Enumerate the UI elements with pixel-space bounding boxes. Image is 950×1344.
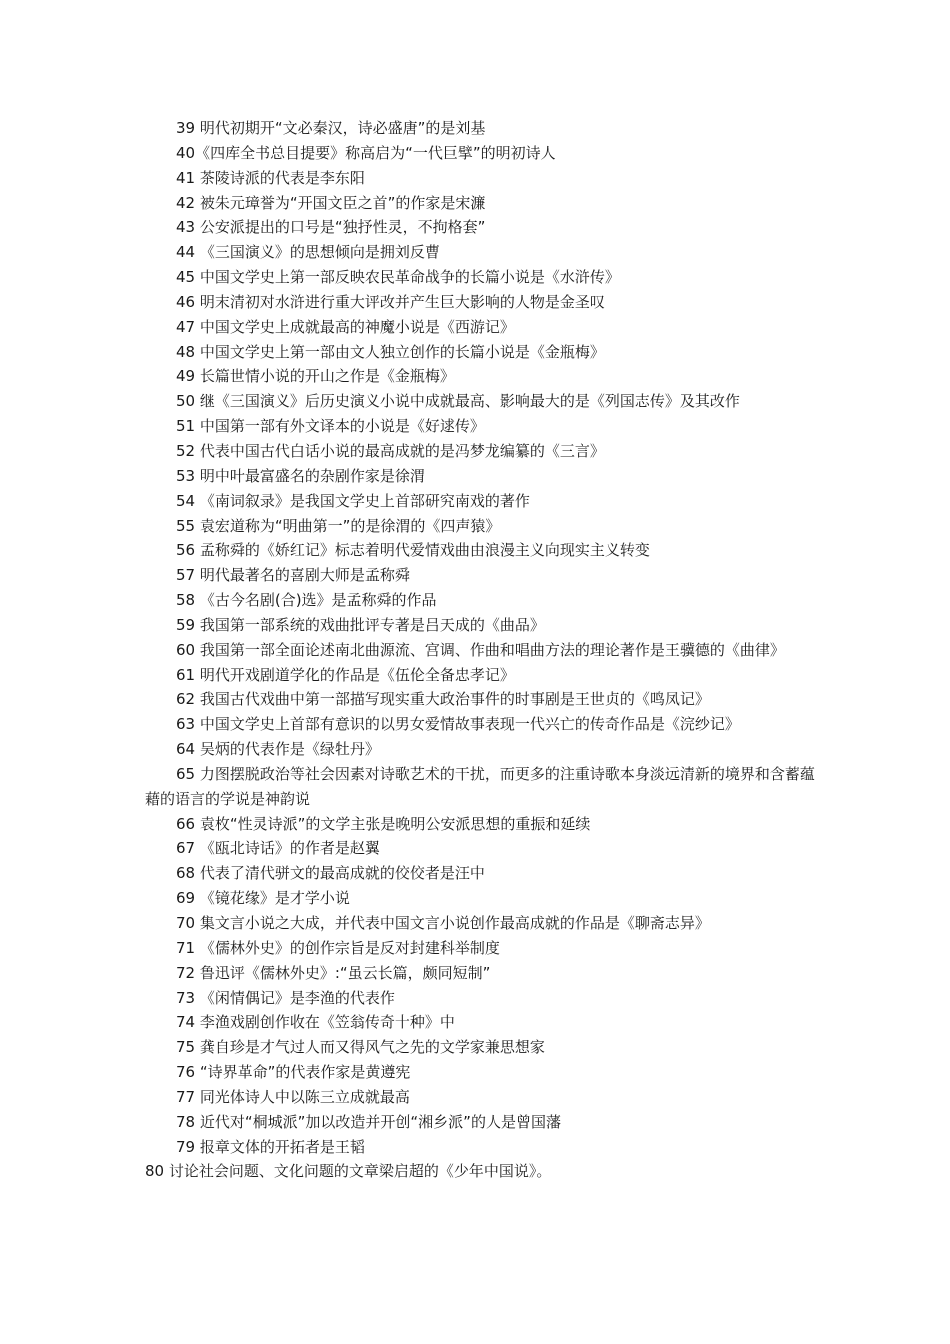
knowledge-point-list (145, 116, 825, 1184)
list-item: 49 长篇世情小说的开山之作是《金瓶梅》 (176, 367, 455, 386)
list-item: 54 《南词叙录》是我国文学史上首部研究南戏的著作 (176, 491, 530, 510)
list-item: 51 中国第一部有外文译本的小说是《好逑传》 (176, 417, 485, 436)
list-item: 78 近代对“桐城派”加以改造并开创“湘乡派”的人是曾国藩 (176, 1112, 561, 1131)
list-item: 53 明中叶最富盛名的杂剧作家是徐渭 (176, 466, 425, 485)
list-item: 42 被朱元璋誉为“开国文臣之首”的作家是宋濂 (176, 193, 486, 212)
list-item: 44 《三国演义》的思想倾向是拥刘反曹 (176, 243, 440, 262)
list-item: 46 明末清初对水浒进行重大评改并产生巨大影响的人物是金圣叹 (176, 292, 605, 311)
list-item: 64 吴炳的代表作是《绿牡丹》 (176, 740, 380, 759)
list-item: 74 李渔戏剧创作收在《笠翁传奇十种》中 (176, 1013, 455, 1032)
list-item: 71 《儒林外史》的创作宗旨是反对封建科举制度 (176, 938, 500, 957)
list-item: 73 《闲情偶记》是李渔的代表作 (176, 988, 395, 1007)
list-item: 45 中国文学史上第一部反映农民革命战争的长篇小说是《水浒传》 (176, 268, 620, 287)
list-item: 65 力图摆脱政治等社会因素对诗歌艺术的干扰，而更多的注重诗歌本身淡远清新的境界和含蓄蕴藉的语言的学说是神韵说 (145, 764, 815, 808)
list-item: 68 代表了清代骈文的最高成就的佼佼者是汪中 (176, 864, 485, 883)
list-item: 61 明代开戏剧道学化的作品是《伍伦全备忠孝记》 (176, 665, 515, 684)
list-item: 47 中国文学史上成就最高的神魔小说是《西游记》 (176, 317, 515, 336)
list-item: 43 公安派提出的口号是“独抒性灵，不拘格套” (176, 218, 486, 237)
list-item: 55 袁宏道称为“明曲第一”的是徐渭的《四声猿》 (176, 516, 501, 535)
list-item: 50 继《三国演义》后历史演义小说中成就最高、影响最大的是《列国志传》及其改作 (176, 392, 740, 411)
list-item: 67 《瓯北诗话》的作者是赵翼 (176, 839, 380, 858)
list-item: 40《四库全书总目提要》称高启为“一代巨擘”的明初诗人 (176, 143, 556, 162)
list-item: 52 代表中国古代白话小说的最高成就的是冯梦龙编纂的《三言》 (176, 441, 605, 460)
list-item: 72 鲁迅评《儒林外史》:“虽云长篇，颇同短制” (176, 963, 491, 982)
list-item: 57 明代最著名的喜剧大师是孟称舜 (176, 566, 410, 585)
list-item: 58 《古今名剧(合)选》是孟称舜的作品 (176, 591, 437, 610)
list-item: 56 孟称舜的《娇红记》标志着明代爱情戏曲由浪漫主义向现实主义转变 (176, 541, 650, 560)
list-item: 70 集文言小说之大成，并代表中国文言小说创作最高成就的作品是《聊斋志异》 (176, 914, 710, 932)
list-item: 63 中国文学史上首部有意识的以男女爱情故事表现一代兴亡的传奇作品是《浣纱记》 (176, 715, 740, 734)
list-item: 41 茶陵诗派的代表是李东阳 (176, 168, 365, 187)
list-item: 79 报章文体的开拓者是王韬 (176, 1137, 365, 1156)
list-item: 77 同光体诗人中以陈三立成就最高 (176, 1087, 410, 1106)
list-item: 62 我国古代戏曲中第一部描写现实重大政治事件的时事剧是王世贞的《鸣凤记》 (176, 690, 710, 709)
list-item: 66 袁枚“性灵诗派”的文学主张是晚明公安派思想的重振和延续 (176, 814, 591, 833)
list-item: 80 讨论社会问题、文化问题的文章梁启超的《少年中国说》。 (145, 1162, 552, 1181)
list-item: 60 我国第一部全面论述南北曲源流、宫调、作曲和唱曲方法的理论著作是王骥德的《曲律》 (176, 640, 785, 659)
list-item: 59 我国第一部系统的戏曲批评专著是吕天成的《曲品》 (176, 615, 545, 634)
list-item: 75 龚自珍是才气过人而又得风气之先的文学家兼思想家 (176, 1038, 545, 1057)
list-item: 69 《镜花缘》是才学小说 (176, 889, 350, 908)
list-item: 76 “诗界革命”的代表作家是黄遵宪 (176, 1063, 411, 1082)
list-item: 39 明代初期开“文必秦汉，诗必盛唐”的是刘基 (176, 119, 486, 137)
list-item: 48 中国文学史上第一部由文人独立创作的长篇小说是《金瓶梅》 (176, 342, 605, 361)
